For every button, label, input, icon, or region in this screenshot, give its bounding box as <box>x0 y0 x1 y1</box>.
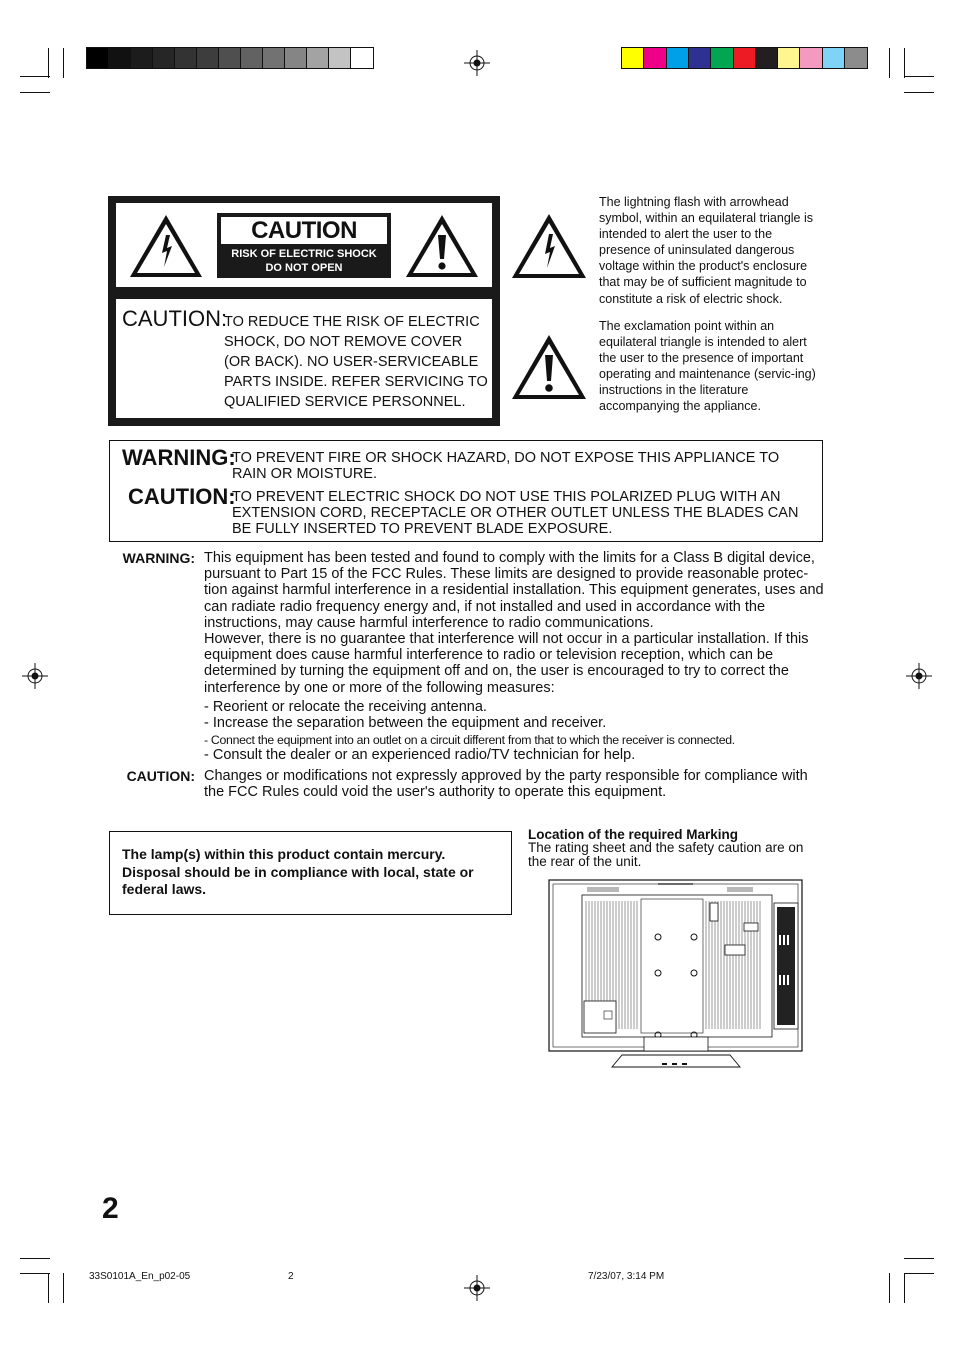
fcc-warning-para2: However, there is no guarantee that interference will not occur in a particular installation. If this equipment does cause harmful interference to radio or television reception, which can be determined by turning the equipment off and on, the user is encouraged to try to correct the interference by one or more of the following measures: <box>204 631 809 696</box>
color-swatch <box>800 48 822 68</box>
registration-mark-icon <box>906 663 932 689</box>
lamp-notice-text: The lamp(s) within this product contain mercury. Disposal should be in compliance with local, state or federal laws. <box>122 846 474 897</box>
color-swatch <box>667 48 689 68</box>
exclamation-triangle-icon <box>404 213 480 279</box>
registration-mark-icon <box>464 50 490 76</box>
caution-label-line1: RISK OF ELECTRIC SHOCK <box>231 248 377 260</box>
fcc-measure-2: - Increase the separation between the equipment and receiver. <box>204 715 607 731</box>
color-swatch <box>87 48 109 68</box>
color-swatch <box>644 48 666 68</box>
color-swatch <box>756 48 778 68</box>
registration-mark-icon <box>464 1275 490 1301</box>
caution-panel-top <box>116 203 492 287</box>
color-swatch <box>622 48 644 68</box>
warning-text: TO PREVENT FIRE OR SHOCK HAZARD, DO NOT EXPOSE THIS APPLIANCE TO RAIN OR MOISTURE. <box>232 450 780 483</box>
color-swatch <box>689 48 711 68</box>
color-swatch <box>778 48 800 68</box>
lamp-notice-box <box>109 831 512 915</box>
color-swatch <box>823 48 845 68</box>
exclamation-triangle-icon <box>510 333 588 401</box>
footer-file: 33S0101A_En_p02-05 <box>89 1271 191 1282</box>
color-swatch <box>329 48 351 68</box>
caution-panel <box>108 196 500 426</box>
color-swatch <box>197 48 219 68</box>
color-swatch <box>845 48 867 68</box>
color-swatch <box>263 48 285 68</box>
color-swatch <box>711 48 733 68</box>
color-swatch <box>351 48 373 68</box>
caution-label <box>217 213 391 278</box>
fcc-warning-para1: This equipment has been tested and found to comply with the limits for a Class B digital device, pursuant to Part 15 of the FCC Rules. These limits are designed to provide reasonable protec-tion against harmful interference in a residential installation. This equipment generates, uses and can radiate radio frequency energy and, if not installed and used in accordance with the instructions, may cause harmful interference to radio communications. <box>204 550 824 631</box>
lightning-symbol-explanation: The lightning flash with arrowhead symbol, within an equilateral triangle is intended to alert the user to the presence of uninsulated dangerous voltage within the product's enclosure that may be of sufficient magnitude to constitute a risk of electric shock. <box>599 195 813 306</box>
caution-text: TO PREVENT ELECTRIC SHOCK DO NOT USE THIS POLARIZED PLUG WITH AN EXTENSION CORD, RECEPTACLE OR OTHER OUTLET UNLESS THE BLADES CAN BE FULLY INSERTED TO PREVENT BLADE EXPOSURE. <box>232 489 799 538</box>
caution-heading: CAUTION: <box>128 484 236 509</box>
warning-box <box>109 440 823 542</box>
marking-title: Location of the required Marking <box>528 827 739 842</box>
registration-mark-icon <box>22 663 48 689</box>
color-swatch <box>734 48 756 68</box>
fcc-warning-label: WARNING: <box>122 550 195 566</box>
caution-heading: CAUTION: <box>122 306 228 331</box>
caution-label-line2: DO NOT OPEN <box>265 262 343 274</box>
warning-heading: WARNING: <box>122 445 236 470</box>
fcc-measure-1: - Reorient or relocate the receiving antenna. <box>204 699 487 715</box>
color-swatch <box>219 48 241 68</box>
color-swatch <box>307 48 329 68</box>
color-swatch <box>241 48 263 68</box>
footer-timestamp: 7/23/07, 3:14 PM <box>588 1271 665 1282</box>
lightning-triangle-icon <box>510 212 588 280</box>
color-swatch <box>153 48 175 68</box>
fcc-caution-text: Changes or modifications not expressly approved by the party responsible for compliance with the FCC Rules could void the user's authority to operate this equipment. <box>204 768 808 801</box>
exclamation-symbol-explanation: The exclamation point within an equilateral triangle is intended to alert the user to the presence of important operating and maintenance (servic-ing) instructions in the literature accompanying the appliance. <box>599 319 816 414</box>
caution-statement <box>116 299 492 418</box>
fcc-caution-label: CAUTION: <box>126 768 195 784</box>
tv-rear-illustration <box>548 879 804 1069</box>
caution-label-title: CAUTION <box>221 217 387 244</box>
caution-text: TO REDUCE THE RISK OF ELECTRIC SHOCK, DO NOT REMOVE COVER (OR BACK). NO USER-SERVICEABLE PARTS INSIDE. REFER SERVICING TO QUALIFIED SERVICE PERSONNEL. <box>224 314 488 410</box>
color-swatch <box>285 48 307 68</box>
lightning-triangle-icon <box>128 213 204 279</box>
marking-text: The rating sheet and the safety caution are on the rear of the unit. <box>528 840 804 869</box>
color-swatch <box>175 48 197 68</box>
fcc-measure-4: - Consult the dealer or an experienced radio/TV technician for help. <box>204 747 636 763</box>
color-swatch <box>109 48 131 68</box>
page-number: 2 <box>102 1192 119 1225</box>
footer-page: 2 <box>288 1271 294 1282</box>
fcc-measure-3: - Connect the equipment into an outlet on a circuit different from that to which the receiver is connected. <box>204 733 735 747</box>
color-swatch <box>131 48 153 68</box>
